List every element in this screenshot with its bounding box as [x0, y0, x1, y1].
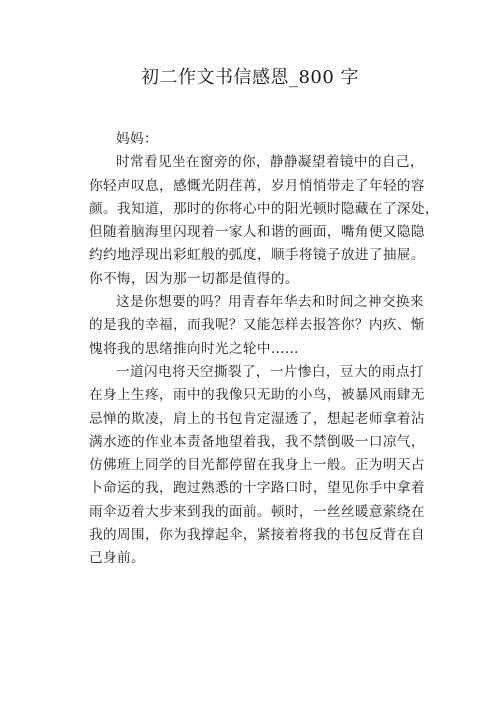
text-line: 在身上生疼，雨中的我像只无助的小鸟，被暴风雨肆无: [89, 387, 425, 404]
text-line: 颜。我知道，那时的你将心中的阳光顿时隐藏在了深处，: [89, 200, 439, 217]
text-line: 雨伞迈着大步来到我的面前。顿时，一丝丝暖意萦绕在: [89, 503, 425, 520]
text-line: 你轻声叹息，感慨光阴荏苒，岁月悄悄带走了年轻的容: [89, 177, 425, 194]
text-line: 我的周围，你为我撑起伞，紧接着将我的书包反背在自: [89, 527, 425, 544]
text-line: 仿佛班上同学的目光都停留在我身上一般。正为明天占: [89, 457, 425, 474]
text-line: 约约地浮现出彩虹般的弧度，顺手将镜子放进了抽屉。: [89, 247, 425, 264]
document-title: 初二作文书信感恩_800 字: [140, 67, 360, 88]
text-line: 满水迹的作业本责备地望着我，我不禁倒吸一口凉气，: [89, 433, 425, 450]
text-line: 忌惮的欺凌，肩上的书包肯定湿透了，想起老师拿着沾: [89, 410, 425, 427]
text-line: 你不悔，因为那一切都是值得的。: [89, 270, 299, 287]
text-line: 己身前。: [89, 550, 145, 567]
document-body: [89, 128, 439, 571]
text-line: 愧将我的思绪推向时光之轮中……: [89, 340, 299, 357]
text-line: 但随着脑海里闪现着一家人和谐的画面，嘴角便又隐隐: [89, 224, 425, 241]
text-line: 妈妈：: [116, 131, 158, 147]
text-line: 的是我的幸福，而我呢？又能怎样去报答你？内疚、惭: [89, 317, 425, 334]
text-line: 时常看见坐在窗旁的你，静静凝望着镜中的自己，: [116, 154, 424, 171]
text-line: 这是你想要的吗？用青春年华去和时间之神交换来: [116, 294, 424, 311]
text-line: 一道闪电将天空撕裂了，一片惨白，豆大的雨点打: [116, 363, 424, 380]
text-line: 卜命运的我，跑过熟悉的十字路口时，望见你手中拿着: [89, 480, 425, 497]
